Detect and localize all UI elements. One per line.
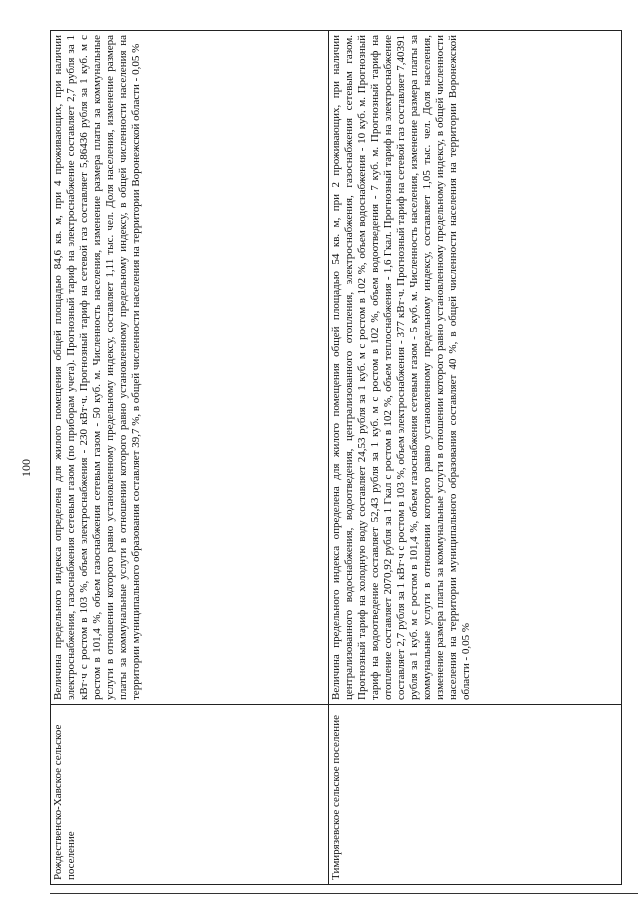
- settlement-name-cell: Рождественско-Хавское сельское поселение: [51, 705, 329, 885]
- page-bottom-rule: [50, 893, 638, 894]
- index-description-cell: Величина предельного индекса определена для жилого помещения общей площадью 84,6 кв. м, при 4 проживающих, при наличии электроснабжения, газоснабжения сетевым газом (по приборам учета). Прогнозный тариф на электроснабжение составляет 2,7 рубля за 1 кВт·ч с ростом в 103 %, объем электроснабжения - 230 кВт·ч. Прогнозный тариф на сетевой газ составляет 5,86436 рубля за 1 куб. м с ростом в 101,4 %, объем газоснабжения сетевым газом - 50 куб. м. Численность населения, изменение размера платы за коммунальные услуги в отношении которого равно установленному предельному индексу, составляет 1,11 тыс. чел. Доля населения, изменение размера платы за коммунальные услуги в отношении которого равно установленному предельному индексу, в общей численности населения на территории муниципального образования составляет 39,7 %, в общей численности населения на территории Воронежской области - 0,05 %: [51, 31, 329, 705]
- settlement-name-cell: Тимирязевское сельское поселение: [329, 705, 622, 885]
- page-number: 100: [19, 459, 33, 477]
- table-row: [51, 31, 329, 885]
- rotated-table-container: [50, 30, 622, 885]
- index-description-cell: Величина предельного индекса определена для жилого помещения общей площадью 54 кв. м, при 2 проживающих, при наличии централизованного водоснабжения, водоотведения, централизованного отопления, электроснабжения, газоснабжения сетевым газом. Прогнозный тариф на холодную воду составляет 24,53 рубля за 1 куб. м с ростом в 102 %, объем водоснабжения - 10 куб. м. Прогнозный тариф на водоотведение составляет 52,43 рубля за 1 куб. м с ростом в 102 %, объем водоотведения - 7 куб. м. Прогнозный тариф на отопление составляет 2070,92 рубля за 1 Гкал с ростом в 102 %, объем теплоснабжения - 1,6 Гкал. Прогнозный тариф на электроснабжение составляет 2,7 рубля за 1 кВт·ч с ростом в 103 %, объем электроснабжения - 377 кВт·ч. Прогнозный тариф на сетевой газ составляет 7,40391 рубля за 1 куб. м с ростом в 101,4 %, объем газоснабжения сетевым газом - 5 куб. м. Численность населения, изменение размера платы за коммунальные услуги в отношении которого равно установленному предельному индексу, составляет 1,05 тыс. чел. Доля населения, изменение размера платы за коммунальные услуги в отношении которого равно установленному предельному индексу, в общей численности населения на территории муниципального образования составляет 40 %, в общей численности населения на территории Воронежской области - 0,05 %: [329, 31, 622, 705]
- table-row: [329, 31, 622, 885]
- tariff-index-table: [50, 30, 622, 885]
